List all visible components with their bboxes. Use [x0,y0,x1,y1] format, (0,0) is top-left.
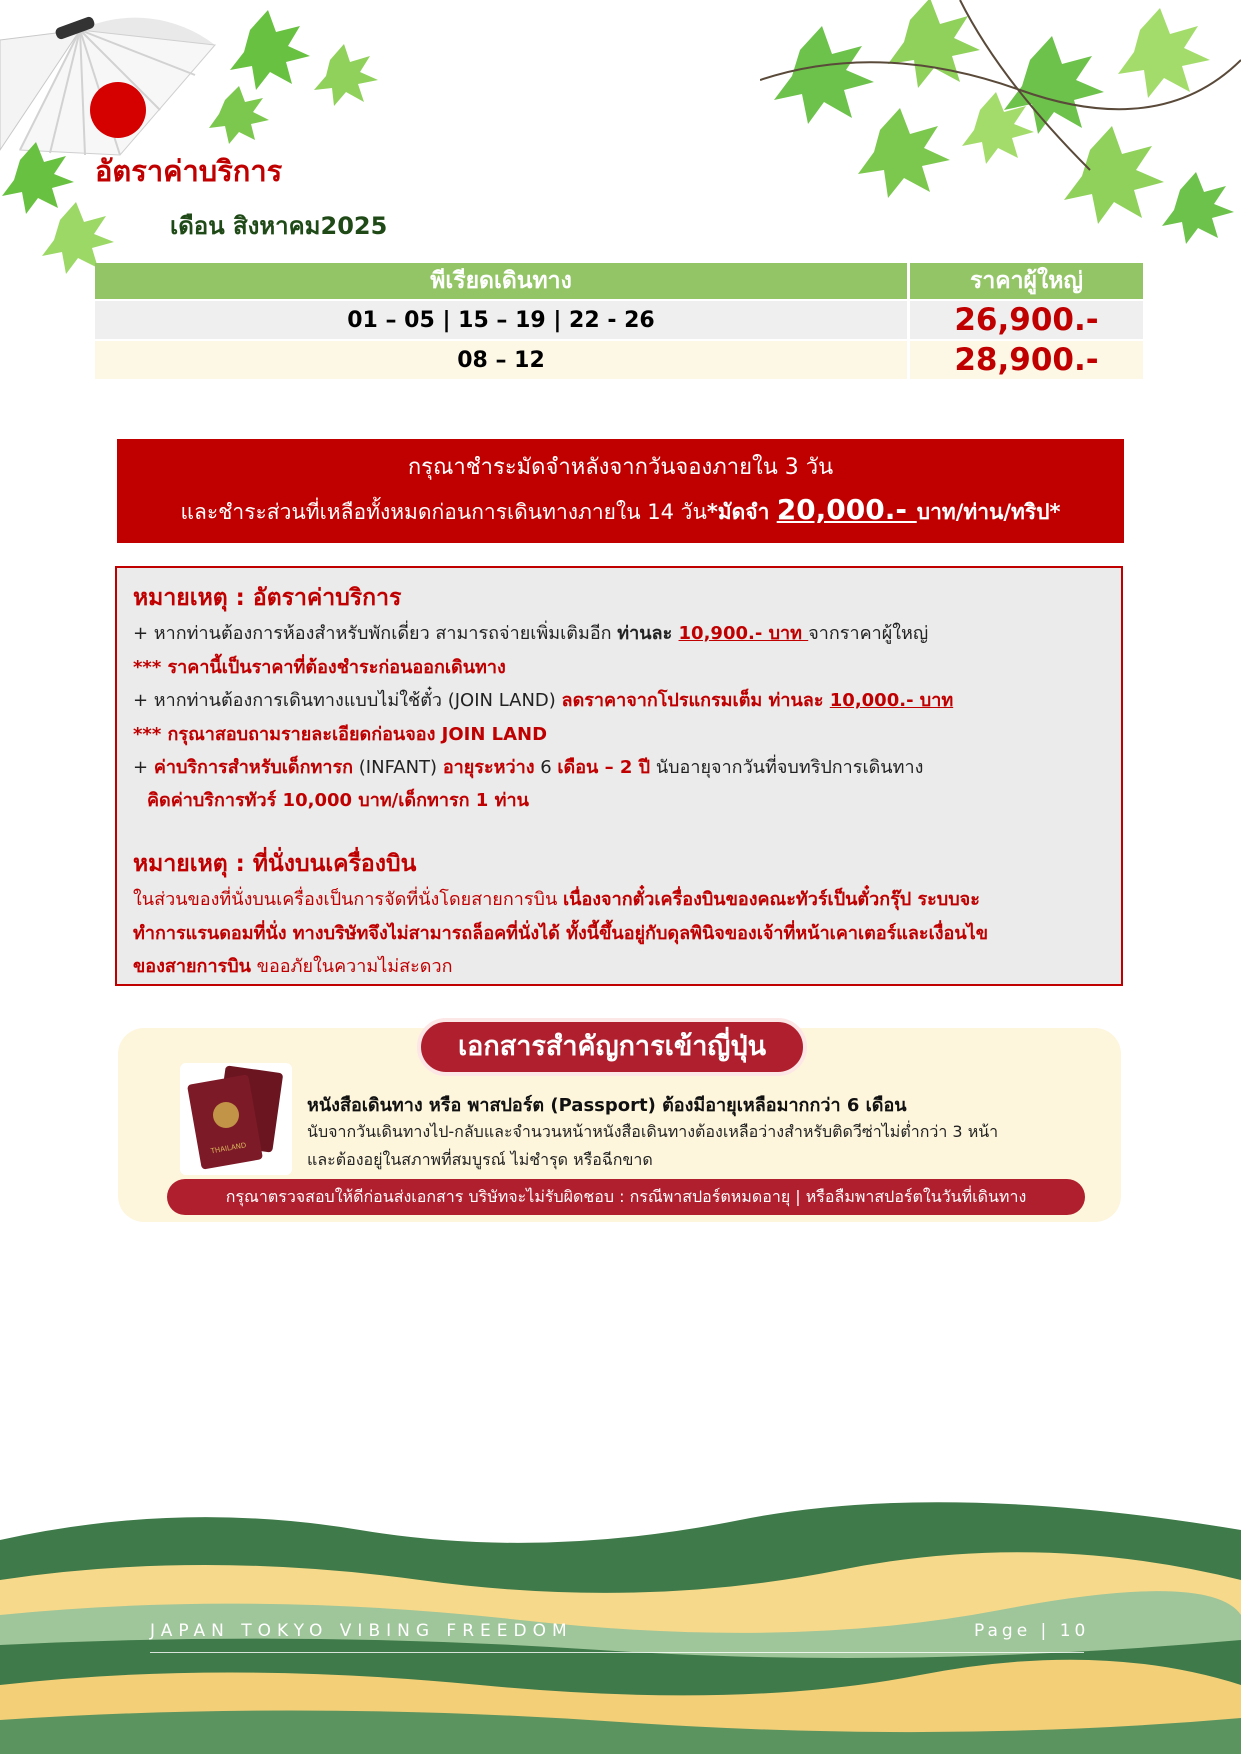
notes-box [115,566,1123,986]
payment-line-1: กรุณาชำระมัดจำหลังจากวันจองภายใน 3 วัน [407,455,834,480]
single-room-price: 10,900.- บาท [678,623,809,644]
documents-title: เอกสารสำคัญการเข้าญี่ปุ่น [417,1018,807,1076]
period-cell: 08 – 12 [95,341,910,379]
note-text: ลดราคาจากโปรแกรมเต็ม ท่านละ [561,690,830,711]
notes-heading-rates: หมายเหตุ : อัตราค่าบริการ [133,585,402,611]
page-title: อัตราค่าบริการ [95,154,283,188]
deposit-unit: บาท/ท่าน/ทริป* [916,500,1061,524]
note-single-room [133,618,928,647]
note-join-land-inquire: *** กรุณาสอบถามรายละเอียดก่อนจอง JOIN LAND [133,724,548,745]
deposit-label: *มัดจำ [706,500,777,524]
note-text: (INFANT) [353,757,443,778]
note-text: อายุระหว่าง [442,757,535,778]
table-row [95,341,1143,379]
payment-banner [117,439,1124,543]
passport-icon [180,1063,292,1175]
payment-line-2-text: และชำระส่วนที่เหลือทั้งหมดก่อนการเดินทางภายใน 14 วัน [180,500,707,524]
table-row [95,301,1143,339]
japanese-fan-icon [0,16,215,155]
adult-price-column-header: ราคาผู้ใหญ่ [910,263,1143,299]
note-text: ขออภัยในความไม่สะดวก [250,956,453,977]
period-column-header: พีเรียดเดินทาง [95,263,910,299]
note-text: + หากท่านต้องการเดินทางแบบไม่ใช้ตั๋ว (JOIN LAND) [133,690,562,711]
note-pay-before: *** ราคานี้เป็นราคาที่ต้องชำระก่อนออกเดินทาง [133,657,506,678]
note-text: ในส่วนของที่นั่งบนเครื่องเป็นการจัดที่นั่งโดยสายการบิน [133,889,563,910]
price-cell: 28,900.- [910,341,1143,379]
price-table-header-row [95,263,1143,299]
note-text: นับอายุจากวันที่จบทริปการเดินทาง [650,757,924,778]
note-infant [133,752,923,781]
price-cell: 26,900.- [910,301,1143,339]
footer-tagline: JAPAN TOKYO VIBING FREEDOM [150,1621,573,1641]
top-left-decoration [0,0,420,290]
note-text: ค่าบริการสำหรับเด็กทารก [153,757,354,778]
payment-line-2 [117,493,1124,529]
note-text: เดือน – 2 ปี [557,757,651,778]
note-text: จากราคาผู้ใหญ่ [808,623,929,644]
note-text: ของสายการบิน [133,956,251,977]
note-text: + [133,757,154,778]
passport-detail-1: นับจากวันเดินทางไป-กลับและจำนวนหน้าหนังสือเดินทางต้องเหลือว่างสำหรับติดวีซ่าไม่ต่ำกว่า 3 หน้า [307,1122,999,1141]
deposit-amount: 20,000.- [776,493,917,526]
note-text: 6 [534,757,558,778]
note-infant-price: คิดค่าบริการทัวร์ 10,000 บาท/เด็กทารก 1 ท่าน [147,790,529,811]
note-text: + หากท่านต้องการห้องสำหรับพักเดี่ยว สามารถจ่ายเพิ่มเติมอีก [133,623,618,644]
notes-heading-seats: หมายเหตุ : ที่นั่งบนเครื่องบิน [133,851,417,877]
month-subtitle: เดือน สิงหาคม2025 [170,212,388,240]
page-number: Page | 10 [974,1621,1090,1641]
seat-note-line-3 [133,951,453,980]
passport-image [180,1063,292,1175]
note-text: ท่านละ [617,623,679,644]
note-join-land [133,685,953,714]
join-land-discount: 10,000.- บาท [829,690,954,711]
passport-requirement: หนังสือเดินทาง หรือ พาสปอร์ต (Passport) ต้องมีอายุเหลือมากกว่า 6 เดือน [307,1095,907,1116]
period-cell: 01 – 05 | 15 – 19 | 22 - 26 [95,301,910,339]
passport-label: THAILAND [210,1141,247,1156]
top-right-leaves-icon [760,0,1241,270]
seat-note-line-2: ทำการแรนดอมที่นั่ง ทางบริษัทจึงไม่สามารถล็อคที่นั่งได้ ทั้งนี้ขึ้นอยู่กับดุลพินิจของเจ้าที่หน้าเคาเตอร์และเงื่อนไข [133,923,989,944]
seat-note-line-1 [133,884,980,913]
documents-warning: กรุณาตรวจสอบให้ดีก่อนส่งเอกสาร บริษัทจะไม่รับผิดชอบ : กรณีพาสปอร์ตหมดอายุ | หรือลืมพาสปอร์ตในวันที่เดินทาง [167,1179,1085,1215]
note-text: เนื่องจากตั๋วเครื่องบินของคณะทัวร์เป็นตั๋วกรุ๊ป ระบบจะ [562,889,980,910]
footer-divider [150,1652,1084,1653]
passport-detail-2: และต้องอยู่ในสภาพที่สมบูรณ์ ไม่ชำรุด หรือฉีกขาด [307,1150,653,1169]
price-table [95,261,1143,381]
